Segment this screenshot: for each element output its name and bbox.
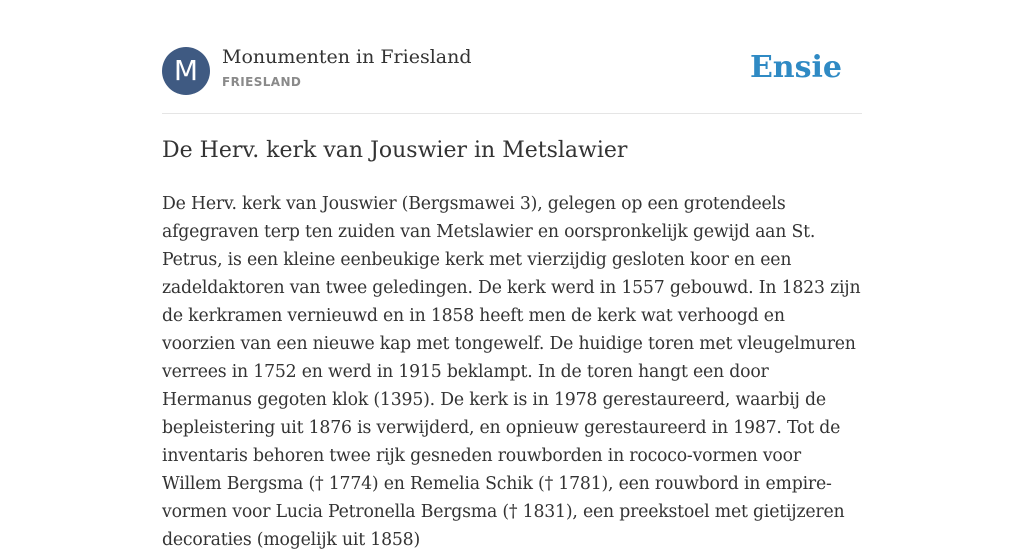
avatar[interactable]: M	[162, 47, 210, 95]
source-subtitle: FRIESLAND	[222, 75, 302, 89]
source-title-link[interactable]: Monumenten in Friesland	[222, 46, 472, 68]
header-divider	[162, 113, 862, 114]
source-header	[162, 46, 862, 96]
ensie-logo[interactable]: Ensie	[749, 50, 842, 85]
article-title: De Herv. kerk van Jouswier in Metslawier	[162, 138, 628, 163]
article-body: De Herv. kerk van Jouswier (Bergsmawei 3), gelegen op een grotendeels afgegraven terp ten zuiden van Metslawier en oorspronkelijk gewijd aan St. Petrus, is een kleine eenbeukige kerk met vierzijdig gesloten koor en een zadeldaktoren van twee geledingen. De kerk werd in 1557 gebouwd. In 1823 zijn de kerkramen vernieuwd en in 1858 heeft men de kerk wat verhoogd en voorzien van een nieuwe kap met tongewelf. De huidige toren met vleugelmuren verrees in 1752 en werd in 1915 beklampt. In de toren hangt een door Hermanus gegoten klok (1395). De kerk is in 1978 gerestaureerd, waarbij de bepleistering uit 1876 is verwijderd, en opnieuw gerestaureerd in 1987. Tot de inventaris behoren twee rijk gesneden rouwborden in rococo-vormen voor Willem Bergsma († 1774) en Remelia Schik († 1781), een rouwbord in empire-vormen voor Lucia Petronella Bergsma († 1831), een preekstoel met gietijzeren decoraties (mogelijk uit 1858)	[162, 194, 861, 550]
